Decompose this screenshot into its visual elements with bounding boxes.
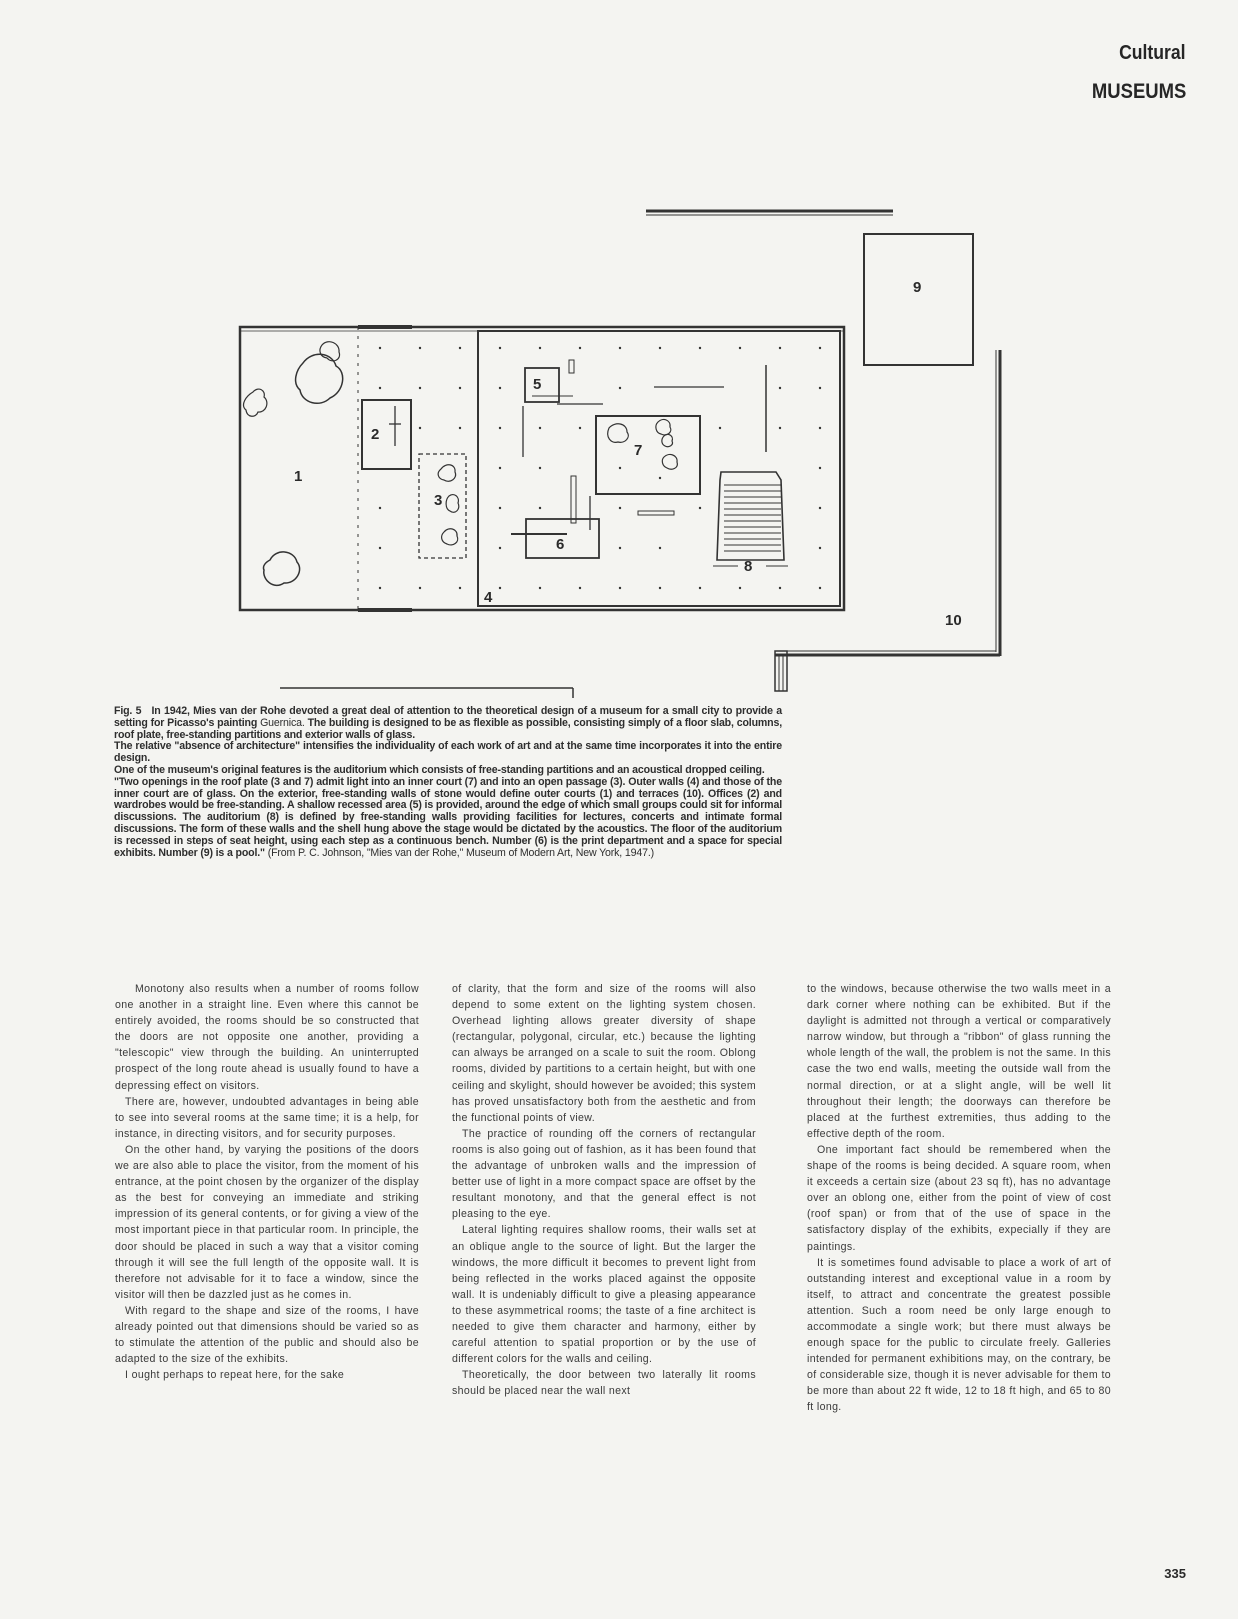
artwork-title: Guernica.	[260, 716, 305, 729]
section-heading: Cultural	[1119, 42, 1186, 64]
caption-paragraph: The relative "absence of architecture" intensifies the individuality of each work of art and at the same time incorporates it into the entire design.	[114, 740, 782, 765]
plan-label-2: 2	[371, 426, 380, 443]
body-paragraph: With regard to the shape and size of the rooms, I have already pointed out that dimensions should be varied so as to stimulate the attention of the public and should also be adapted to the size of the exhibits.	[115, 1304, 419, 1366]
plan-label-1: 1	[294, 468, 303, 485]
body-paragraph: On the other hand, by varying the positions of the doors we are also able to place the visitor, from the moment of his entrance, at the point chosen by the organizer of the display as the best for conveying an immediate and striking impression of its general contents, or for giving a view of the most important piece in that particular room. In principle, the door should be placed in such a way that a visitor coming through it will see the full length of the opposite wall. It is therefore not advisable for it to face a window, since the visitor will then be dazzled just as he comes in.	[115, 1143, 419, 1301]
body-paragraph: It is sometimes found advisable to place a work of art of outstanding interest and exceptional value in a room by itself, to attract and concentrate the greatest possible attention. Such a room need be only large enough to accommodate a single work; but there must always be enough space for the public to circulate freely. Galleries intended for permanent exhibitions may, on the contrary, be of considerable size, though it is never advisable for them to be more than about 22 ft wide, 12 to 18 ft high, and 65 to 80 ft long.	[807, 1256, 1111, 1414]
plan-building-outline	[240, 327, 844, 610]
body-paragraph: The practice of rounding off the corners of rectangular rooms is also going out of fashion, as it has been found that the advantage of unbroken walls and the impression of better use of light in a more compact space are offset by the resultant monotony, and that the general effect is not pleasing to the eye.	[452, 1127, 756, 1221]
body-paragraph: I ought perhaps to repeat here, for the sake	[125, 1369, 345, 1382]
caption-paragraph: Fig. 5 In 1942, Mies van der Rohe devoted a great deal of attention to the theoretical design of a museum for a small city to provide a setting for Picasso's painting Guernica. The building is designed to be as flexible as possible, consisting simply of a floor slab, columns, roof plate, free-standing partitions and exterior walls of glass.	[114, 705, 783, 741]
body-paragraph: Theoretically, the door between two laterally lit rooms should be placed near the wall next	[452, 1369, 756, 1398]
plan-label-7: 7	[634, 442, 643, 459]
page-title: MUSEUMS	[1091, 80, 1186, 103]
caption-source: (From P. C. Johnson, "Mies van der Rohe," Museum of Modern Art, New York, 1947.)	[267, 846, 655, 859]
plan-label-8: 8	[744, 558, 753, 575]
plan-label-4: 4	[484, 589, 493, 606]
plan-interior-outline	[478, 331, 840, 606]
plan-recessed-area	[525, 368, 559, 402]
plan-office	[362, 400, 411, 469]
plan-inner-court	[596, 416, 700, 494]
page-number: 335	[1164, 1566, 1186, 1581]
text-column-3	[807, 981, 1111, 1416]
figure-label: Fig. 5	[114, 705, 142, 717]
plan-pool	[864, 234, 973, 365]
plan-label-9: 9	[913, 279, 922, 296]
caption-paragraph: One of the museum's original features is the auditorium which consists of free-standing partitions and an acoustical dropped ceiling.	[114, 763, 765, 776]
plan-label-3: 3	[434, 492, 443, 509]
plan-label-10: 10	[945, 612, 962, 629]
plan-label-6: 6	[556, 536, 565, 553]
body-paragraph: There are, however, undoubted advantages in being able to see into several rooms at the same time; it is a help, for instance, in directing visitors, and for security purposes.	[115, 1095, 419, 1140]
body-paragraph: Monotony also results when a number of rooms follow one another in a straight line. Even where this cannot be entirely avoided, the rooms should be so constructed that the doors are not opposite one another, providing a "telescopic" view through the building. An uninterrupted prospect of the long route ahead is usually found to have a depressing effect on visitors.	[115, 983, 419, 1092]
body-paragraph: to the windows, because otherwise the two walls meet in a dark corner where nothing can be exhibited. But if the daylight is admitted not through a vertical or comparatively narrow window, but through a "ribbon" of glass running the whole length of the wall, the problem is not the same. In this case the two end walls, meeting the outside wall from the normal direction, or at a slight angle, will be well lit throughout their length; the doorways can therefore be placed at the furthest extremities, thus adding to the effective depth of the room.	[807, 983, 1111, 1140]
figure-caption	[114, 706, 782, 859]
text-column-2	[452, 981, 756, 1399]
body-paragraph: of clarity, that the form and size of the rooms will also depend to some extent on the lighting system chosen. Overhead lighting allows greater diversity of shape (rectangular, polygonal, circular, etc.) because the lighting can always be arranged on a scale to suit the room. Oblong rooms, divided by partitions to a certain height, but with one ceiling and skylight, should however be avoided; this system has proved unsatisfactory both from the aesthetic and from the functional points of view.	[452, 983, 756, 1124]
body-paragraph: One important fact should be remembered when the shape of the rooms is being decided. A square room, when it exceeds a certain size (about 23 sq ft), has no advantage over an oblong one, either from the point of view of cost (roof span) or from that of the use of space in the satisfactory display of the exhibits, expecially if they are paintings.	[807, 1143, 1111, 1253]
caption-paragraph: "Two openings in the roof plate (3 and 7) admit light into an inner court (7) and into an open passage (3). Outer walls (4) and those of the inner court are of glass. On the exterior, free-standing walls of stone would define outer courts (1) and terraces (10). Offices (2) and wardrobes would be free-standing. A shallow recessed area (5) is provided, around the edge of which small groups could sit for informal discussions. The auditorium (8) is defined by free-standing walls providing facilities for lectures, concerts and intimate formal discussions. The form of these walls and the shell hung above the stage would be dictated by the acoustics. The floor of the auditorium is recessed in steps of seat height, using each step as a continuous bench. Number (6) is the print department and a space for special exhibits. Number (9) is a pool." (From P. C. Johnson, "Mies van der Rohe," Museum of Modern Art, New York, 1947.)	[114, 775, 782, 859]
plan-label-5: 5	[533, 376, 542, 393]
floor-plan-diagram	[0, 0, 1238, 710]
text-column-1	[115, 981, 419, 1383]
body-paragraph: Lateral lighting requires shallow rooms, their walls set at an oblique angle to the source of light. But the larger the windows, the more difficult it becomes to prevent light from being reflected in the works placed against the opposite wall. It is undeniably difficult to give a pleasing appearance to these asymmetrical rooms; the taste of a fine architect is needed to give them character and harmony, either by careful attention to spatial proportion or by the use of different colors for the walls and ceiling.	[452, 1224, 756, 1366]
